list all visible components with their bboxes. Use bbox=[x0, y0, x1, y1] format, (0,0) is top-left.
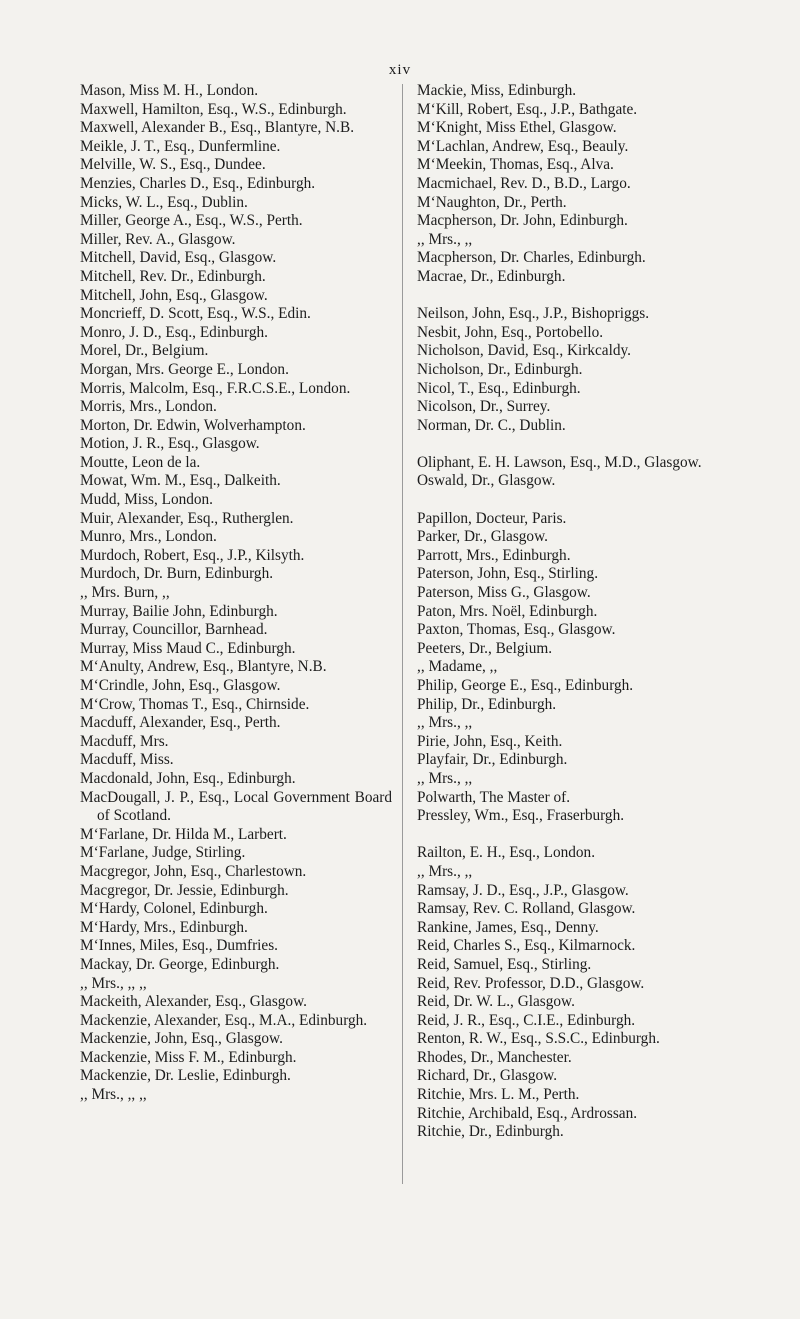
list-entry: Miller, Rev. A., Glasgow. bbox=[80, 230, 236, 248]
list-entry: Polwarth, The Master of. bbox=[417, 788, 571, 806]
list-entry: Mason, Miss M. H., London. bbox=[80, 82, 259, 99]
list-entry: Nicol, T., Esq., Edinburgh. bbox=[417, 379, 581, 397]
list-entry: Morel, Dr., Belgium. bbox=[80, 342, 209, 360]
list-entry: Parrott, Mrs., Edinburgh. bbox=[417, 546, 571, 564]
list-entry: MacDougall, J. P., Esq., Local Government Board of Scotland. bbox=[80, 788, 392, 825]
list-entry: Macmichael, Rev. D., B.D., Largo. bbox=[417, 174, 631, 192]
list-entry: Mowat, Wm. M., Esq., Dalkeith. bbox=[80, 472, 281, 490]
list-entry: Macduff, Miss. bbox=[80, 751, 174, 769]
page-number: xiv bbox=[388, 62, 412, 78]
list-entry: Mudd, Miss, London. bbox=[80, 491, 214, 509]
list-entry: ,, Mrs., ,, ,, bbox=[80, 1086, 147, 1104]
list-entry: Ritchie, Dr., Edinburgh. bbox=[417, 1123, 564, 1141]
list-entry: Reid, Charles S., Esq., Kilmarnock. bbox=[417, 937, 636, 955]
list-entry: Renton, R. W., Esq., S.S.C., Edinburgh. bbox=[417, 1030, 660, 1048]
list-entry: Morgan, Mrs. George E., London. bbox=[80, 360, 289, 378]
list-entry: Rhodes, Dr., Manchester. bbox=[417, 1048, 572, 1066]
list-entry: Nicolson, Dr., Surrey. bbox=[417, 398, 551, 416]
list-entry: M‘Anulty, Andrew, Esq., Blantyre, N.B. bbox=[80, 658, 327, 676]
list-entry: Monro, J. D., Esq., Edinburgh. bbox=[80, 323, 268, 341]
list-entry: M‘Farlane, Dr. Hilda M., Larbert. bbox=[80, 825, 287, 843]
list-entry: Macrae, Dr., Edinburgh. bbox=[417, 267, 566, 285]
list-entry: ,, Mrs., ,, bbox=[417, 714, 473, 732]
list-entry: Macgregor, John, Esq., Charlestown. bbox=[80, 862, 307, 880]
list-entry: Macduff, Alexander, Esq., Perth. bbox=[80, 714, 281, 732]
list-entry: Mitchell, Rev. Dr., Edinburgh. bbox=[80, 267, 266, 285]
list-entry: Murray, Bailie John, Edinburgh. bbox=[80, 602, 278, 620]
list-entry: Oswald, Dr., Glasgow. bbox=[417, 472, 556, 490]
list-entry: Mackenzie, Dr. Leslie, Edinburgh. bbox=[80, 1067, 291, 1085]
list-entry: Meikle, J. T., Esq., Dunfermline. bbox=[80, 137, 281, 155]
list-entry: Melville, W. S., Esq., Dundee. bbox=[80, 156, 266, 174]
list-entry: Paxton, Thomas, Esq., Glasgow. bbox=[417, 621, 616, 639]
list-entry: Murray, Miss Maud C., Edinburgh. bbox=[80, 639, 296, 657]
list-entry: Mackenzie, John, Esq., Glasgow. bbox=[80, 1030, 283, 1048]
list-entry: Nesbit, John, Esq., Portobello. bbox=[417, 323, 604, 341]
list-entry: Reid, J. R., Esq., C.I.E., Edinburgh. bbox=[417, 1011, 636, 1029]
list-entry: Ramsay, J. D., Esq., J.P., Glasgow. bbox=[417, 881, 629, 899]
list-entry: Micks, W. L., Esq., Dublin. bbox=[80, 193, 248, 211]
list-entry: Parker, Dr., Glasgow. bbox=[417, 528, 548, 546]
list-entry: Macduff, Mrs. bbox=[80, 732, 169, 750]
list-entry: Murray, Councillor, Barnhead. bbox=[80, 621, 268, 639]
list-entry: ,, Mrs. Burn, ,, bbox=[80, 584, 170, 602]
list-entry: M‘Crindle, John, Esq., Glasgow. bbox=[80, 677, 281, 694]
list-entry: Mackenzie, Miss F. M., Edinburgh. bbox=[80, 1048, 297, 1066]
column-divider bbox=[402, 84, 403, 1184]
list-entry: Papillon, Docteur, Paris. bbox=[417, 509, 567, 527]
list-entry: M‘Innes, Miles, Esq., Dumfries. bbox=[80, 937, 278, 955]
list-entry: M‘Knight, Miss Ethel, Glasgow. bbox=[417, 119, 617, 137]
list-entry: Ritchie, Archibald, Esq., Ardrossan. bbox=[417, 1104, 638, 1122]
right-column bbox=[417, 82, 762, 1142]
list-entry: Maxwell, Hamilton, Esq., W.S., Edinburgh. bbox=[80, 100, 347, 118]
list-entry: Mackenzie, Alexander, Esq., M.A., Edinburgh. bbox=[80, 1011, 368, 1029]
list-entry: Murdoch, Robert, Esq., J.P., Kilsyth. bbox=[80, 546, 305, 564]
list-entry: Paterson, John, Esq., Stirling. bbox=[417, 565, 599, 583]
list-entry: Munro, Mrs., London. bbox=[80, 528, 217, 546]
list-entry: Playfair, Dr., Edinburgh. bbox=[417, 751, 568, 769]
list-entry: M‘Hardy, Mrs., Edinburgh. bbox=[80, 918, 248, 936]
list-entry: ,, Mrs., ,, ,, bbox=[80, 974, 147, 992]
list-entry: ,, Mrs., ,, bbox=[417, 230, 473, 248]
list-entry: Mitchell, John, Esq., Glasgow. bbox=[80, 286, 268, 304]
list-entry: Nicholson, Dr., Edinburgh. bbox=[417, 360, 583, 378]
list-entry: Mackeith, Alexander, Esq., Glasgow. bbox=[80, 993, 307, 1011]
list-entry: M‘Naughton, Dr., Perth. bbox=[417, 193, 567, 211]
list-entry: Pressley, Wm., Esq., Fraserburgh. bbox=[417, 807, 625, 825]
list-entry: Moutte, Leon de la. bbox=[80, 453, 201, 471]
list-entry: Norman, Dr. C., Dublin. bbox=[417, 416, 566, 434]
list-entry: Peeters, Dr., Belgium. bbox=[417, 639, 553, 657]
list-entry: Motion, J. R., Esq., Glasgow. bbox=[80, 435, 260, 453]
left-column bbox=[80, 82, 392, 1105]
list-entry: M‘Meekin, Thomas, Esq., Alva. bbox=[417, 156, 614, 174]
list-entry: Philip, George E., Esq., Edinburgh. bbox=[417, 677, 634, 694]
list-entry: M‘Kill, Robert, Esq., J.P., Bathgate. bbox=[417, 100, 638, 118]
list-entry: Moncrieff, D. Scott, Esq., W.S., Edin. bbox=[80, 305, 311, 323]
list-entry: Ritchie, Mrs. L. M., Perth. bbox=[417, 1086, 580, 1104]
list-entry: Morris, Mrs., London. bbox=[80, 398, 217, 416]
list-entry: Morton, Dr. Edwin, Wolverhampton. bbox=[80, 416, 306, 434]
list-entry: M‘Farlane, Judge, Stirling. bbox=[80, 844, 246, 862]
list-entry: Menzies, Charles D., Esq., Edinburgh. bbox=[80, 174, 316, 192]
list-entry: M‘Hardy, Colonel, Edinburgh. bbox=[80, 900, 268, 918]
list-entry: Mackay, Dr. George, Edinburgh. bbox=[80, 955, 280, 973]
list-entry: Ramsay, Rev. C. Rolland, Glasgow. bbox=[417, 900, 636, 918]
list-entry: Mitchell, David, Esq., Glasgow. bbox=[80, 249, 277, 267]
list-entry: Macgregor, Dr. Jessie, Edinburgh. bbox=[80, 881, 289, 899]
list-entry: Paterson, Miss G., Glasgow. bbox=[417, 584, 591, 602]
list-entry: Reid, Samuel, Esq., Stirling. bbox=[417, 955, 592, 973]
list-entry: Miller, George A., Esq., W.S., Perth. bbox=[80, 212, 303, 230]
list-entry: Macdonald, John, Esq., Edinburgh. bbox=[80, 769, 296, 787]
list-entry: M‘Crow, Thomas T., Esq., Chirnside. bbox=[80, 695, 310, 713]
list-entry: Railton, E. H., Esq., London. bbox=[417, 844, 596, 862]
list-entry: Mackie, Miss, Edinburgh. bbox=[417, 82, 577, 99]
list-entry: M‘Lachlan, Andrew, Esq., Beauly. bbox=[417, 137, 629, 155]
list-entry: Richard, Dr., Glasgow. bbox=[417, 1067, 558, 1085]
list-entry: Paton, Mrs. Noël, Edinburgh. bbox=[417, 602, 598, 620]
list-entry: ,, Mrs., ,, bbox=[417, 769, 473, 787]
list-entry: Murdoch, Dr. Burn, Edinburgh. bbox=[80, 565, 274, 583]
list-entry: Macpherson, Dr. Charles, Edinburgh. bbox=[417, 249, 646, 267]
list-entry: Morris, Malcolm, Esq., F.R.C.S.E., London. bbox=[80, 379, 351, 397]
list-entry: Muir, Alexander, Esq., Rutherglen. bbox=[80, 509, 294, 527]
list-entry: Nicholson, David, Esq., Kirkcaldy. bbox=[417, 342, 631, 360]
list-entry: ,, Madame, ,, bbox=[417, 658, 498, 676]
list-entry: Macpherson, Dr. John, Edinburgh. bbox=[417, 212, 628, 230]
list-entry: Reid, Dr. W. L., Glasgow. bbox=[417, 993, 575, 1011]
list-entry: Pirie, John, Esq., Keith. bbox=[417, 732, 563, 750]
list-entry: ,, Mrs., ,, bbox=[417, 862, 473, 880]
list-entry: Oliphant, E. H. Lawson, Esq., M.D., Glasgow. bbox=[417, 453, 702, 471]
list-entry: Rankine, James, Esq., Denny. bbox=[417, 918, 599, 936]
list-entry: Philip, Dr., Edinburgh. bbox=[417, 695, 557, 713]
list-entry: Maxwell, Alexander B., Esq., Blantyre, N.B. bbox=[80, 119, 355, 137]
list-entry: Reid, Rev. Professor, D.D., Glasgow. bbox=[417, 974, 645, 992]
list-entry: Neilson, John, Esq., J.P., Bishopriggs. bbox=[417, 305, 650, 323]
